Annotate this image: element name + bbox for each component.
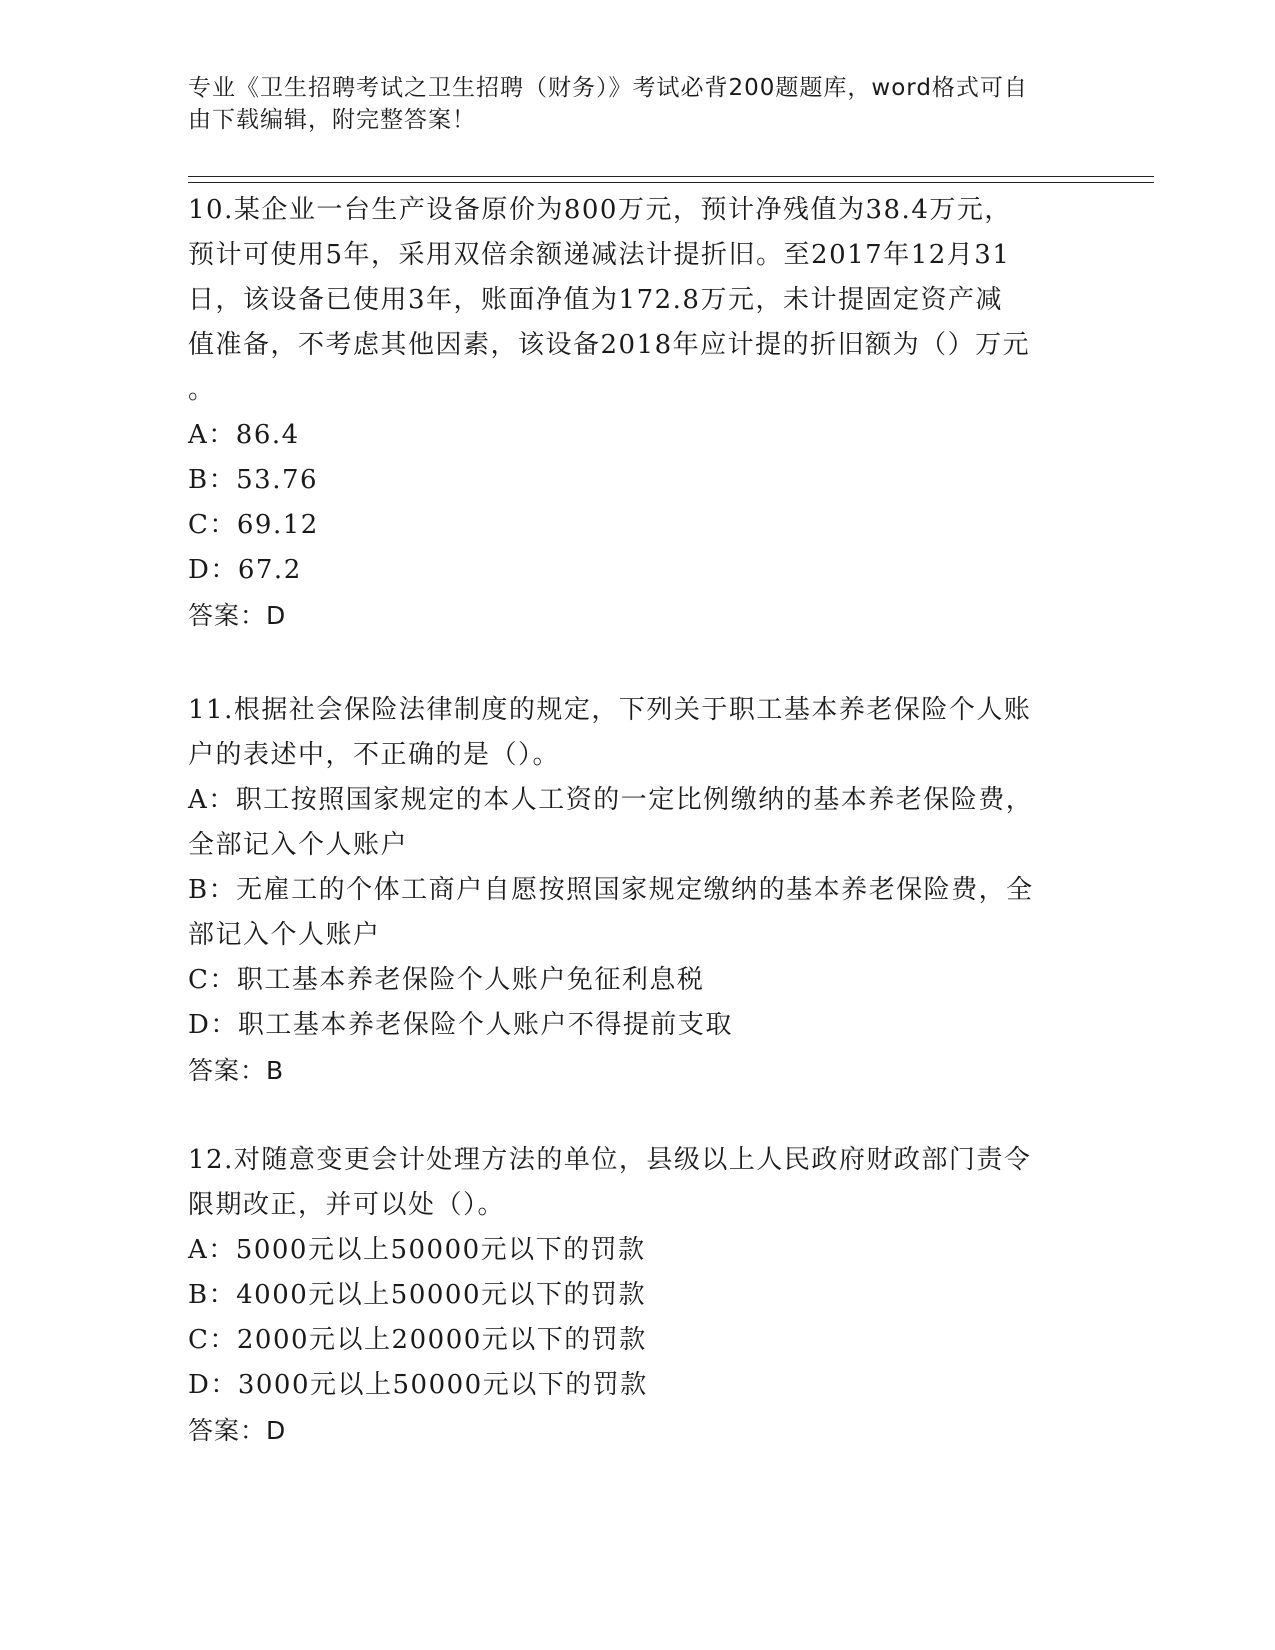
option-c: C：职工基本养老保险个人账户免征利息税 bbox=[188, 965, 705, 995]
question-12 bbox=[188, 1138, 1088, 1453]
option-b: B：53.76 bbox=[188, 465, 319, 495]
question-stem-line: 。 bbox=[188, 375, 216, 405]
option-c: C：69.12 bbox=[188, 510, 319, 540]
option-b: B：4000元以上50000元以下的罚款 bbox=[188, 1280, 646, 1310]
header-line: 专业《卫生招聘考试之卫生招聘（财务）》考试必背200题题库，word格式可自 bbox=[188, 75, 1028, 101]
option-b-continued: 部记入个人账户 bbox=[188, 920, 381, 950]
question-stem-line: 预计可使用5年，采用双倍余额递减法计提折旧。至2017年12月31 bbox=[188, 240, 1011, 270]
question-11 bbox=[188, 688, 1088, 1093]
option-d: D：67.2 bbox=[188, 555, 302, 585]
question-stem-line: 日，该设备已使用3年，账面净值为172.8万元，未计提固定资产减 bbox=[188, 285, 1003, 315]
option-a-continued: 全部记入个人账户 bbox=[188, 830, 409, 860]
header-divider-top bbox=[188, 176, 1154, 177]
question-stem-line: 11.根据社会保险法律制度的规定，下列关于职工基本养老保险个人账 bbox=[188, 695, 1032, 725]
question-stem-line: 值准备，不考虑其他因素，该设备2018年应计提的折旧额为（）万元 bbox=[188, 330, 1031, 360]
question-10 bbox=[188, 188, 1088, 638]
answer-line: 答案：B bbox=[188, 1056, 285, 1085]
option-d: D：3000元以上50000元以下的罚款 bbox=[188, 1370, 648, 1400]
option-a: A：86.4 bbox=[188, 420, 300, 450]
answer-line: 答案：D bbox=[188, 601, 287, 630]
question-stem-line: 10.某企业一台生产设备原价为800万元，预计净残值为38.4万元， bbox=[188, 195, 1012, 225]
document-header bbox=[188, 72, 1068, 136]
header-divider-bottom bbox=[188, 182, 1154, 183]
option-a: A：职工按照国家规定的本人工资的一定比例缴纳的基本养老保险费， bbox=[188, 785, 1034, 815]
option-b: B：无雇工的个体工商户自愿按照国家规定缴纳的基本养老保险费，全 bbox=[188, 875, 1034, 905]
question-stem-line: 限期改正，并可以处（）。 bbox=[188, 1190, 506, 1220]
option-d: D：职工基本养老保险个人账户不得提前支取 bbox=[188, 1010, 733, 1040]
option-c: C：2000元以上20000元以下的罚款 bbox=[188, 1325, 647, 1355]
option-a: A：5000元以上50000元以下的罚款 bbox=[188, 1235, 646, 1265]
answer-line: 答案：D bbox=[188, 1416, 287, 1445]
header-line: 由下载编辑，附完整答案！ bbox=[188, 107, 476, 133]
question-stem-line: 户的表述中，不正确的是（）。 bbox=[188, 740, 561, 770]
question-stem-line: 12.对随意变更会计处理方法的单位，县级以上人民政府财政部门责令 bbox=[188, 1145, 1032, 1175]
